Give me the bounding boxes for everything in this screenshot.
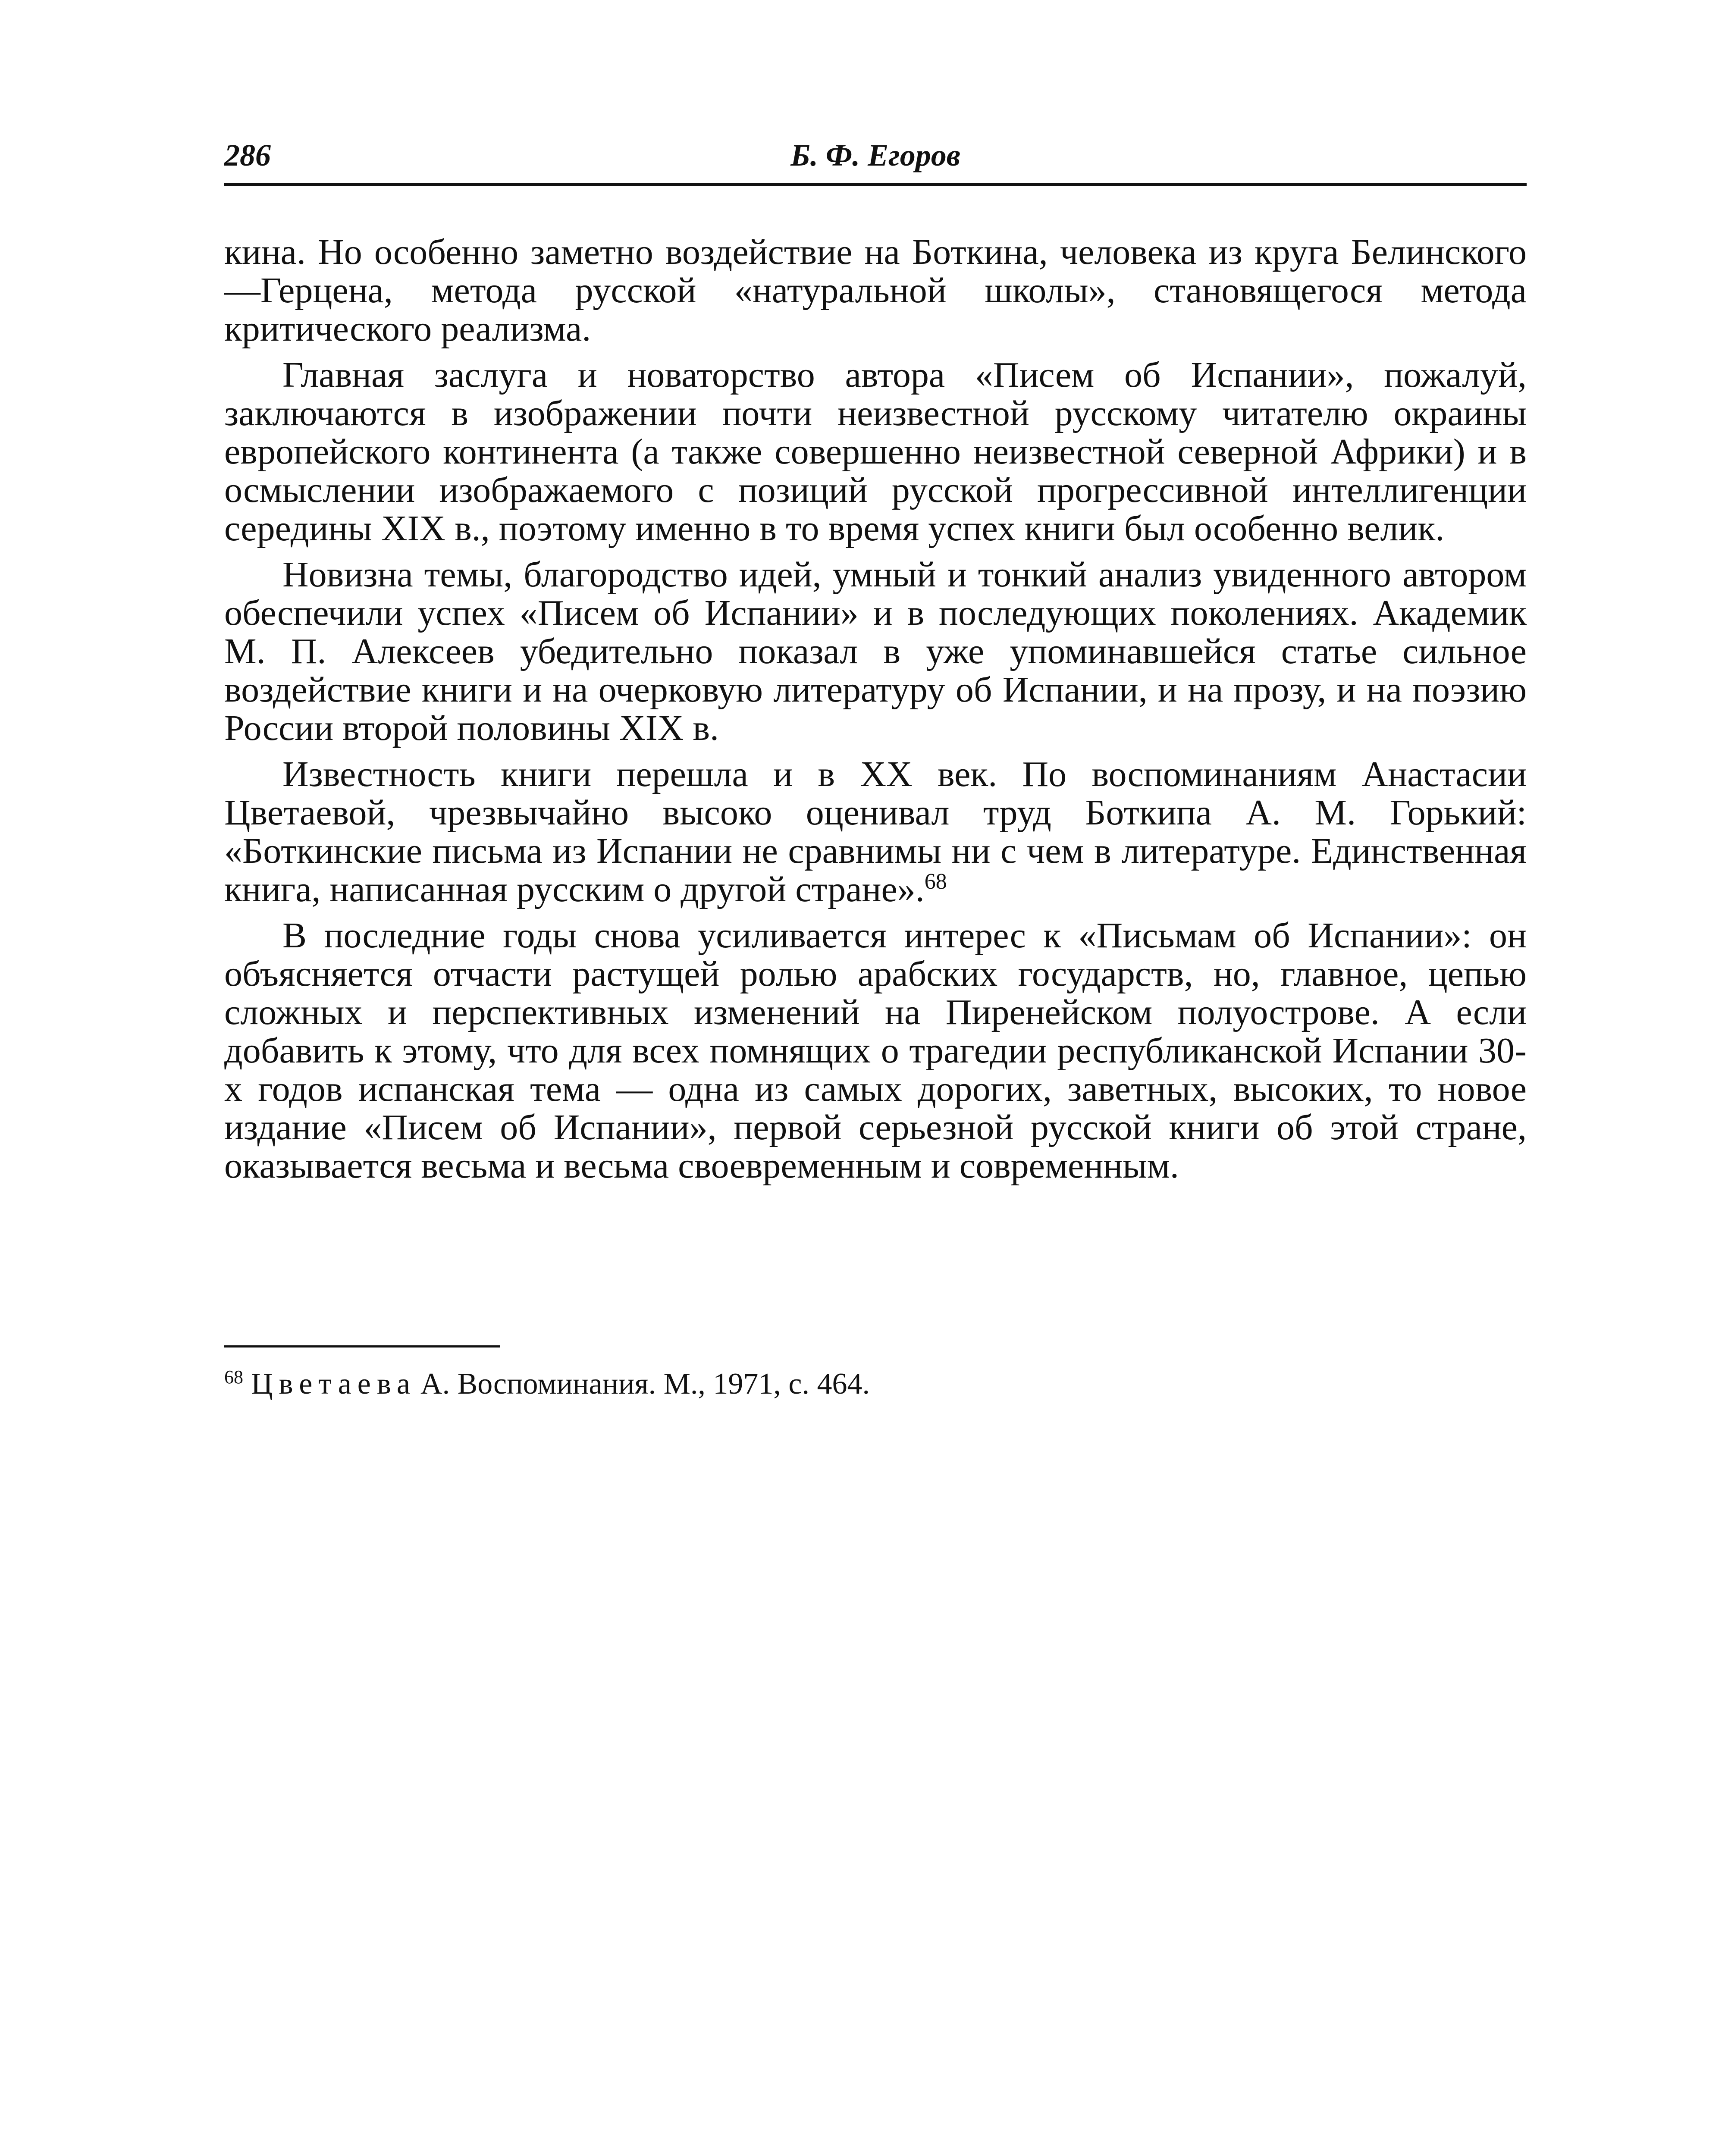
footnote-number: 68 — [224, 1366, 243, 1388]
body-text — [224, 233, 1527, 1185]
footnote-text: А. Воспоминания. М., 1971, с. 464. — [420, 1367, 870, 1401]
paragraph-2: Главная заслуга и новаторство автора «Писем об Испании», пожалуй, заключаются в изображении почти неизвестной русскому читателю окраины европейского континента (а также совершенно неизвестной северной Африки) и в осмыслении изображаемого с позиций русской прогрессивной интеллигенции середины XIX в., поэтому именно в то время успех книги был особенно велик. — [224, 355, 1527, 548]
footnote — [224, 1363, 1527, 1406]
footnote-rule — [224, 1345, 500, 1348]
paragraph-1: кина. Но особенно заметно воздействие на Боткина, человека из круга Белинского—Герцена, метода русской «натуральной школы», становящегося метода критического реализма. — [224, 232, 1527, 349]
paragraph-5: В последние годы снова усиливается интерес к «Письмам об Испании»: он объясняется отчасти растущей ролью арабских государств, но, главное, цепью сложных и перспективных изменений на Пиренейском полуострове. А если добавить к этому, что для всех помнящих о трагедии республиканской Испании 30-х годов испанская тема — одна из самых дорогих, заветных, высоких, то новое издание «Писем об Испании», первой серьезной русской книги об этой стране, оказывается весьма и весьма своевременным и современным. — [224, 915, 1527, 1186]
footnote-author: Цветаева — [251, 1367, 417, 1401]
paragraph-4 — [224, 755, 1527, 909]
paragraph-4-text: Известность книги перешла и в XX век. По воспоминаниям Анастасии Цветаевой, чрезвычайно высоко оценивал труд Боткипа А. М. Горький: «Боткинские письма из Испании не сравнимы ни с чем в литературе. Единственная книга, написанная русским о другой стране». — [224, 754, 1527, 909]
paragraph-3: Новизна темы, благородство идей, умный и тонкий анализ увиденного автором обеспечили успех «Писем об Испании» и в последующих поколениях. Академик М. П. Алексеев убедительно показал в уже упоминавшейся статье сильное воздействие книги и на очерковую литературу об Испании, и на прозу, и на поэзию России второй половины XIX в. — [224, 555, 1527, 748]
page-number: 286 — [224, 138, 271, 172]
header-rule — [224, 183, 1527, 186]
footnote-reference[interactable]: 68 — [924, 869, 947, 894]
running-head — [224, 129, 1527, 181]
running-title: Б. Ф. Егоров — [790, 138, 960, 172]
